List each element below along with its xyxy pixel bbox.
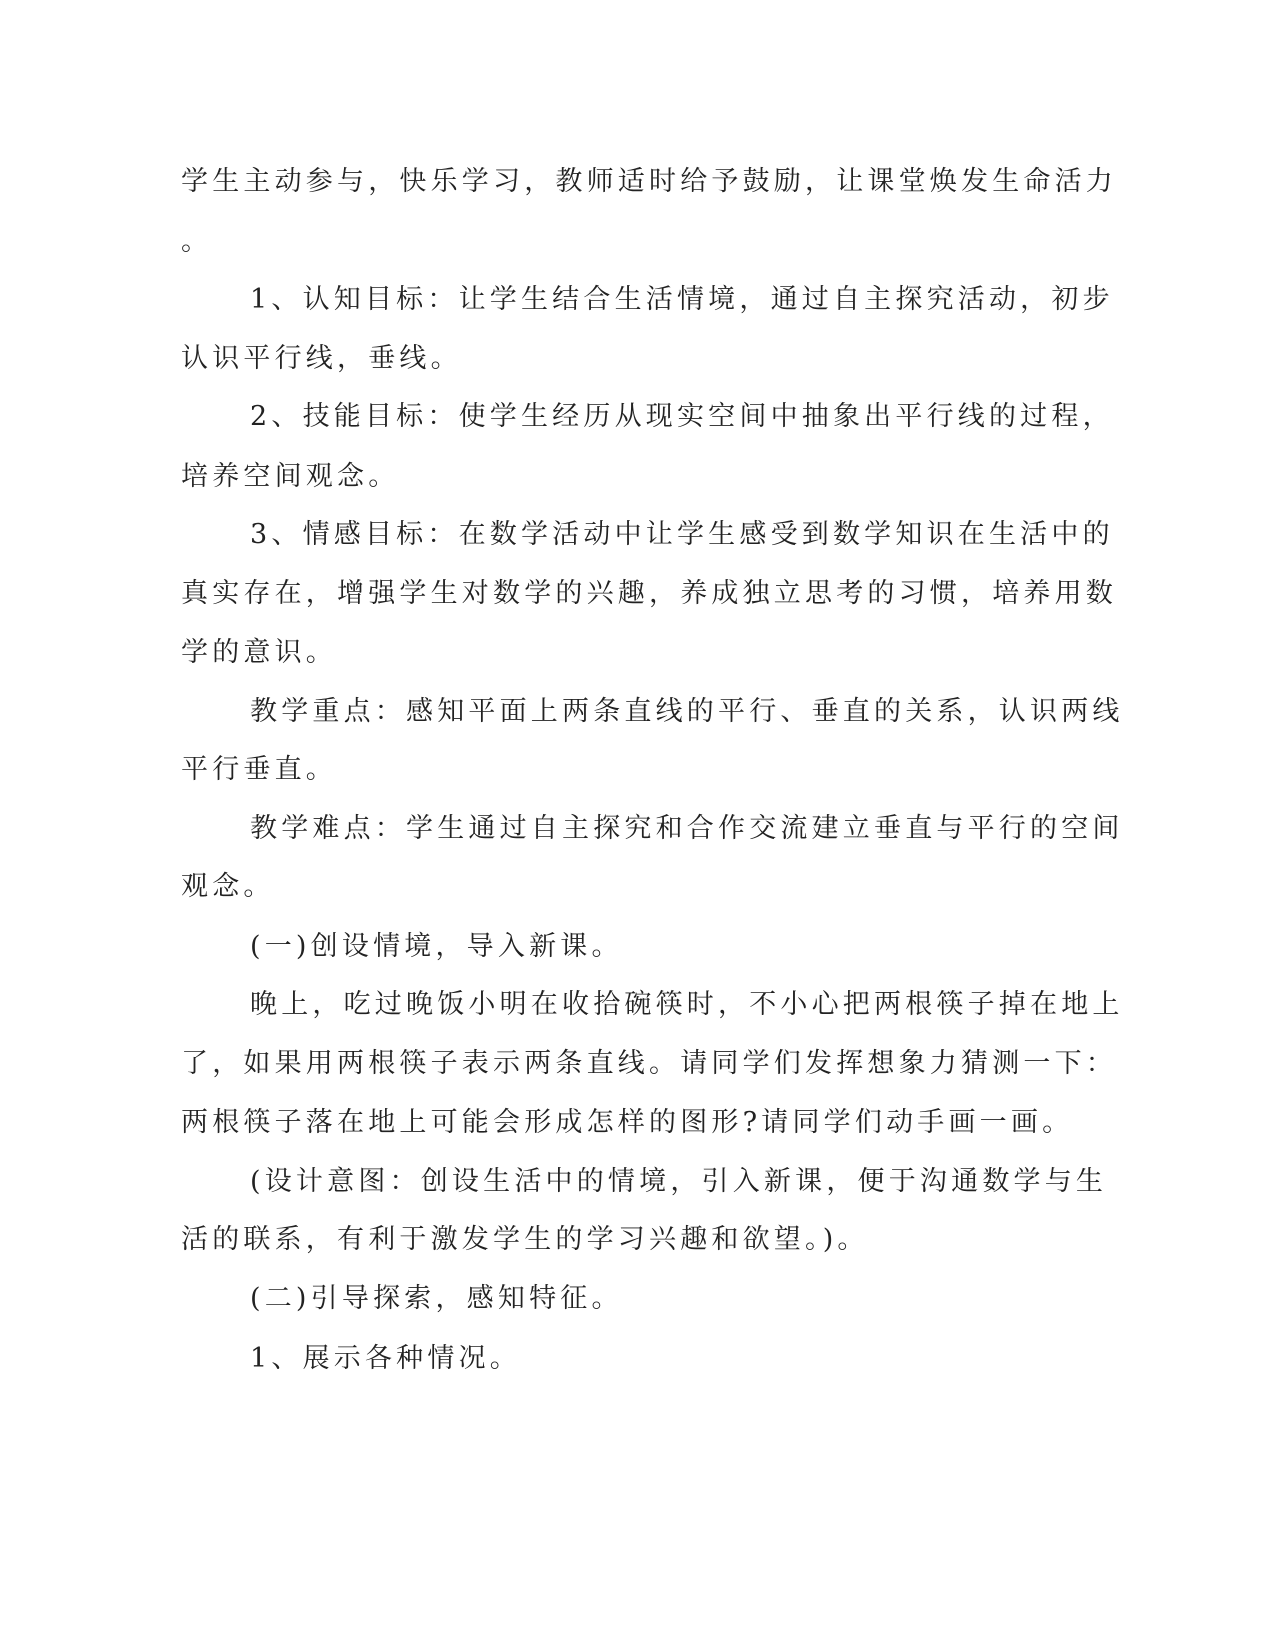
text-line: 两根筷子落在地上可能会形成怎样的图形?请同学们动手画一画。 (181, 1107, 1074, 1138)
text-line: 认识平行线，垂线。 (181, 343, 462, 374)
text-line: 教学重点：感知平面上两条直线的平行、垂直的关系，认识两线 (250, 696, 1124, 727)
text-line: 3、情感目标：在数学活动中让学生感受到数学知识在生活中的 (250, 519, 1114, 550)
text-line: 晚上，吃过晚饭小明在收拾碗筷时，不小心把两根筷子掉在地上 (250, 989, 1124, 1020)
text-line: 学的意识。 (181, 637, 337, 668)
text-line: 2、技能目标：使学生经历从现实空间中抽象出平行线的过程， (250, 401, 1114, 432)
text-line: 教学难点：学生通过自主探究和合作交流建立垂直与平行的空间 (250, 813, 1124, 844)
text-line: 1、展示各种情况。 (250, 1343, 521, 1374)
text-line: 培养空间观念。 (181, 461, 400, 492)
text-line: 观念。 (181, 871, 275, 902)
text-line: 学生主动参与，快乐学习，教师适时给予鼓励，让课堂焕发生命活力 (181, 166, 1117, 197)
text-line: (设计意图：创设生活中的情境，引入新课，便于沟通数学与生 (250, 1166, 1108, 1197)
text-line: 真实存在，增强学生对数学的兴趣，养成独立思考的习惯，培养用数 (181, 578, 1117, 609)
text-line: 了，如果用两根筷子表示两条直线。请同学们发挥想象力猜测一下： (181, 1048, 1117, 1079)
text-line: 平行垂直。 (181, 754, 337, 785)
section-heading: (二)引导探索，感知特征。 (250, 1283, 623, 1314)
text-line: 1、认知目标：让学生结合生活情境，通过自主探究活动，初步 (250, 284, 1114, 315)
text-line: 。 (181, 226, 213, 257)
section-heading: (一)创设情境，导入新课。 (250, 931, 623, 962)
text-line: 活的联系，有利于激发学生的学习兴趣和欲望。)。 (181, 1224, 869, 1255)
